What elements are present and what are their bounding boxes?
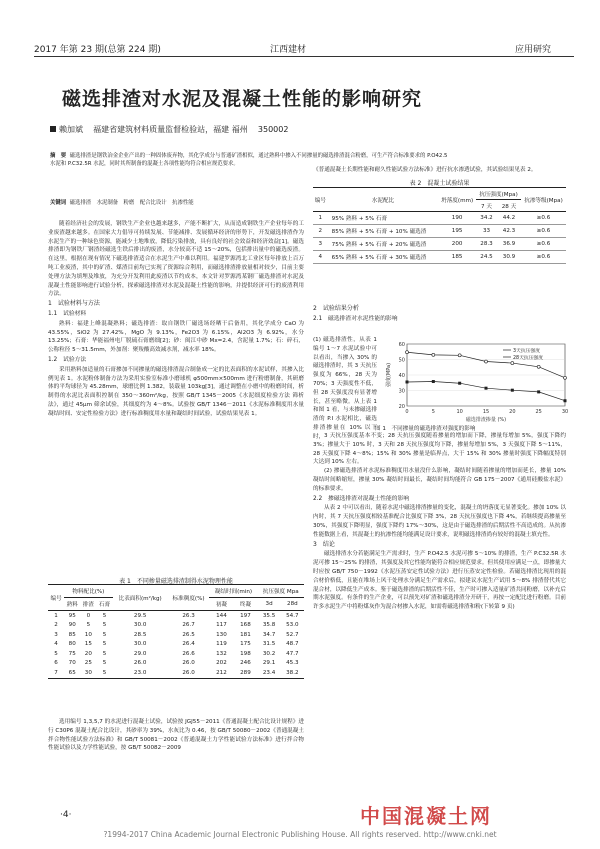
legend-label: 28天抗压强度 xyxy=(513,355,544,361)
abstract-text: 磁选排渣是钢铁冶金企业产出的一种固体废弃物，其化学成分与普通矿渣相似，通过熟料中掺入不同掺量的磁选排渣混合粉磨，可生产符合标准要求的 P.O42.5 水泥和 P.C32.5R 水泥，同时其所制备的混凝土各项性能均符合相应规范要求。 xyxy=(50,153,448,168)
table-cell: 30.0 xyxy=(133,641,147,648)
table-cell: 190 xyxy=(438,212,476,225)
table-row xyxy=(48,668,304,678)
x-tick-label: 25 xyxy=(535,409,542,415)
table-cell: 5 xyxy=(102,650,107,657)
table-cell: 4 xyxy=(54,641,58,648)
data-point xyxy=(406,380,409,383)
y-tick-label: 60 xyxy=(398,342,405,348)
table-cell: 30 xyxy=(84,669,92,676)
table-row xyxy=(48,640,304,650)
table-cell: 52.7 xyxy=(286,631,299,638)
table-cell: 26.7 xyxy=(182,622,195,629)
table-cell: 70 xyxy=(68,660,76,667)
table-cell: 26.6 xyxy=(182,650,195,657)
table-cell: 28.5 xyxy=(133,631,147,638)
left-column xyxy=(48,220,304,419)
table-cell: 38.2 xyxy=(286,669,299,676)
table-row xyxy=(48,659,304,669)
paper-title: 磁选排渣对水泥及混凝土性能的影响研究 xyxy=(62,88,423,110)
keywords xyxy=(50,198,194,206)
table-cell: 34.2 xyxy=(476,212,497,225)
page-number: ·4· xyxy=(60,810,72,820)
table-cell: ≥0.6 xyxy=(521,212,566,225)
y-tick-label: 30 xyxy=(398,388,405,395)
table-cell: 85 xyxy=(68,631,76,638)
table1-header: 标准稠度(%) xyxy=(168,585,210,611)
table-cell: 289 xyxy=(240,669,251,676)
y-tick-label: 50 xyxy=(398,357,405,364)
table-cell: 3 xyxy=(54,631,58,638)
table1-header: 排渣 xyxy=(80,598,96,611)
table1-header: 编号 xyxy=(48,585,64,611)
table-cell: 1 xyxy=(54,612,58,619)
table-cell: 53.0 xyxy=(286,622,299,629)
abstract-label: 摘 要 xyxy=(50,153,67,159)
table2-header: 28 天 xyxy=(497,200,521,212)
table-cell: 95 xyxy=(68,612,76,619)
journal-name: 江西建材 xyxy=(270,45,307,55)
table-cell: 80 xyxy=(68,641,76,648)
series-line xyxy=(407,382,565,401)
data-point xyxy=(406,351,409,354)
methods-paragraph: 采用熟料加适量的石膏掺加不同掺量的磁选排渣混合制备成一定的比表面积的水泥试样，其掺入比例见表 1。水泥粉体制备方法为采用实验室标准小磨球机 φ500mm×500mm 进行粉磨制备，其研磨体的平均球径为 45.28mm，球磨比例 1.382，装载量 103kg[3]，通过调整在小磨中的粉磨时间，析制得的水泥比表面积控制在 350～360m²/kg，按照 GB/T 1345－2005《水泥细度检验方法 筛析法》，通过 45μm 筛余试验，其细度约为 4～8%。试验按 GB/T 1346－2011《水泥标准稠度用水量 凝结时间、安定性检验方法》进行标准稠度用水量和凝结时间试验，试验结果见表 1。 xyxy=(48,366,304,417)
y-tick-label: 20 xyxy=(398,404,405,410)
watermark: 中国混凝土网 xyxy=(360,804,492,828)
author-name: 赖加斌 xyxy=(59,125,83,134)
table-cell: 34.7 xyxy=(262,631,276,638)
table-cell: 35.5 xyxy=(262,612,276,619)
table-cell: 119 xyxy=(216,641,227,648)
table-cell: 132 xyxy=(216,650,227,657)
table-cell: 35.8 xyxy=(262,622,276,629)
table-cell: 2 xyxy=(313,225,328,238)
table1-group-header: 抗压强度 Mpa xyxy=(257,585,304,598)
table-cell: 26.0 xyxy=(133,660,147,667)
table1-header: 28d xyxy=(281,598,304,611)
section-1-heading: 1 试验材料与方法 xyxy=(48,300,100,308)
table-cell: 130 xyxy=(216,631,227,638)
header-rule xyxy=(34,56,574,57)
table2-header: 坍落度(mm) xyxy=(438,188,476,212)
table1 xyxy=(48,584,304,679)
materials-paragraph: 熟料：福建上峰混凝熟料；磁选排渣：取自钢铁厂磁选场经晒干后备用，其化学成分 CaO 为 43.55%，SiO2 为 27.42%，MgO 为 9.13%，Fe2O3 为 6.15%，Al2O3 为 6.92%，水分 13.25%；石膏：华能福州电厂脱硫石膏磨细[2]；砂：闽江中砂 Mx=2.4，含泥量 1.7%；石：碎石，公称粒径 5～31.5mm，外加剂：聚羧酸高效减水剂，减水率 18%。 xyxy=(48,320,304,354)
x-tick-label: 20 xyxy=(509,409,516,415)
table-cell: 29.0 xyxy=(133,650,147,657)
table-cell: 23.0 xyxy=(133,669,147,676)
intro-paragraph: 随着经济社会的发展，钢铁生产企业也越来越多，产能不断扩大，从而造成钢铁生产企业每年的工业废渣越来越多。在国家大力倡导可持续发展、节能减排、发展循环经济的形势下，开发磁选排渣作为水泥生产的一种绿色资源，能减少土地堆放，降低污染排放，具有良好的社会效益和经济效益[1]。磁选排渣即为钢铁厂钢渣经磁选生铁后排出的废渣，水分较高不适 15～20%，包括排出量中的磁选废渣。在这里，根据在现有情况下磁选排渣适合在水泥生产中难以利用。福建罗源湾北工业区每年排放上百万吨工业废渣，其中的矿渣、煤渣目前均已实现了资源综合利用，而磁选排渣排放量相对较少，目前主要处理方法为填埋及堆放，为充分开发利用此废渣以节约成本，本文针对罗源湾某钢厂磁选排渣对水泥及混凝土性能影响进行试验分析，探索磁选排渣对水泥及混凝土性能的影响，并提供经济可行的废渣利用方法。 xyxy=(48,221,304,298)
table2-group-header: 抗压强度(Mpa) xyxy=(476,188,521,200)
postcode: 350002 xyxy=(257,125,289,134)
table-cell: ≥0.6 xyxy=(521,251,566,264)
left-column-bottom xyxy=(48,718,304,753)
table-cell: 4 xyxy=(313,251,328,264)
table-cell: 6 xyxy=(54,660,58,667)
table-cell: 1 xyxy=(313,212,328,225)
conclusion-paragraph: 磁选排渣水分若能满足生产需求时，生产 P.O42.5 水泥可掺 5～10% 的排渣，生产 P.C32.5R 水泥可掺 15～25% 的排渣，其强度及其它性能均能符合相应规范要求。但其使用应满足一点，即掺量大时应按 GB/T 750－1992《水泥压蒸安定性试验方法》进行压蒸安定性检验。若磁选排渣比现用的混合材价格低，且能在堆场上风干处理水分满足生产需求后，拟建议水泥生产试用 5～8% 排渣替代其它混合材，以降低生产成本。鉴于磁选排渣的后期活性不佳，生产时可掺入适量矿渣共同粉磨，以补充后期水泥强度。有条件的生产企业，可以预先对矿渣和磁选排渣分开研干，再按一定配比进行粉磨。目前许多水泥生产中将粉煤灰作为混合材掺入水泥，如需将磁选排渣和粉(下转第 9 页) xyxy=(313,551,566,611)
x-tick-label: 0 xyxy=(405,409,409,415)
table-cell: 47.7 xyxy=(286,650,299,657)
x-tick-label: 30 xyxy=(561,409,569,415)
table-cell: 85% 熟料 + 5% 石膏 + 10% 磁选渣 xyxy=(328,225,439,238)
table-cell: 30.0 xyxy=(133,622,147,629)
strength-chart xyxy=(385,340,570,424)
table-cell: 42.3 xyxy=(497,225,521,238)
table1-header: 3d xyxy=(257,598,280,611)
permeability-paragraph: 《普通混凝土长期性能和耐久性能试验方法标准》进行抗水渗透试验，其试验结果见表 2。 xyxy=(313,167,537,173)
data-point xyxy=(564,399,567,402)
concrete-test-paragraph: 选用编号 1,3,5,7 的水泥进行混凝土试验，试验按 JGJ55－2011《普通混凝土配合比设计规程》进行 C30P6 混凝土配合比设计，其砂率为 39%，水灰比为 0.46，按 GB/T 50080－2002《普通混凝土拌合物性能试验方法标准》和 GB/T 50081－2002《普通混凝土力学性能试验方法标准》进行拌合物性能试验以及力学性能试验，按 GB/T 50082－2009 xyxy=(48,719,304,752)
table-row xyxy=(48,611,304,621)
table-cell: 5 xyxy=(102,631,107,638)
cement-analysis-paragraph: (1) 磁选排渣性，从表 1 编号 1～7 水泥试验中可以看出，当掺入 30% 的磁选排渣时，其 3 天抗压强度为 66%，28 天为 70%；3 天强度性不低，但 28 天强度没有显著增长，甚至略微。从上表 1 和图 1 看，与未掺磁选排渣的 P.I 水泥相比，磁选排渣掺量在 10% 以下时， xyxy=(313,337,377,440)
table-cell: 26.0 xyxy=(182,660,195,667)
table-cell: 5 xyxy=(102,622,107,629)
table-cell: 75% 熟料 + 5% 石膏 + 20% 磁选渣 xyxy=(328,238,439,251)
table-cell: 36.9 xyxy=(497,238,521,251)
table-row xyxy=(48,649,304,659)
table-cell: ≥0.6 xyxy=(521,238,566,251)
table-cell: 7 xyxy=(54,669,58,676)
table-cell: 5 xyxy=(54,650,58,657)
table-cell: 90 xyxy=(68,622,76,629)
data-point xyxy=(564,376,567,379)
table-row xyxy=(313,238,566,251)
section-2-heading: 2 试验结果分析 xyxy=(313,305,359,312)
table-cell: 45.3 xyxy=(286,660,299,667)
section-3-heading: 3 结论 xyxy=(313,540,335,548)
table-cell: 5 xyxy=(102,669,107,676)
table1-header: 初凝 xyxy=(209,598,233,611)
section-1-2-heading: 1.2 试验方法 xyxy=(48,356,87,363)
table-cell: 44.2 xyxy=(497,212,521,225)
table-cell: 5 xyxy=(102,612,107,619)
page-header xyxy=(0,34,600,56)
table1-header: 熟料 xyxy=(64,598,80,611)
table-cell: 117 xyxy=(216,622,227,629)
table-cell: 175 xyxy=(240,641,251,648)
section-1-1-heading: 1.1 试验材料 xyxy=(48,310,87,317)
table2-header: 7 天 xyxy=(476,200,497,212)
data-point xyxy=(432,380,435,383)
strength-analysis-paragraph: 3 天抗压强度基本不变；28 天抗压强度随着掺量的增加而下降，掺量每增加 5%，强度下降约 3%；掺量大于 10% 时，3 天和 28 天抗压强度均下降，掺量每增加 5%，3 天强度下降 5～11%，28 天强度下降 4～8%；15% 和 30% 掺量是临界点，大于 15% 和 30% 掺量时强度下降幅度特别大达到 10% 左右。 xyxy=(313,433,566,466)
table-cell: 23.4 xyxy=(262,669,276,676)
table2-caption: 表 2 混凝土试验结果 xyxy=(409,180,470,187)
table-cell: 33 xyxy=(476,225,497,238)
table1-group-header: 凝结时间(min) xyxy=(209,585,257,598)
data-point xyxy=(511,362,514,365)
table-cell: 29.5 xyxy=(133,612,147,619)
table-cell: 28.3 xyxy=(476,238,497,251)
data-point xyxy=(485,387,488,390)
right-column-body xyxy=(313,432,566,612)
table-cell: 48.7 xyxy=(286,641,299,648)
table-cell: 185 xyxy=(438,251,476,264)
data-point xyxy=(537,365,540,368)
table1-caption: 表 1 不同掺量磁选排渣制得水泥物理性能 xyxy=(119,578,233,585)
table-cell: 202 xyxy=(216,660,227,667)
table1-group-header: 物料配比(%) xyxy=(64,585,112,598)
data-point xyxy=(458,354,461,357)
table-cell: 10 xyxy=(84,631,92,638)
table-cell: 197 xyxy=(240,612,251,619)
data-point xyxy=(537,390,540,393)
table2-header: 抗渗等级(Mpa) xyxy=(521,188,566,212)
table-cell: 0 xyxy=(86,612,91,619)
table-cell: 26.3 xyxy=(182,612,195,619)
keywords-text: 磁选排渣 水泥制备 粉磨 配合比设计 抗渗性能 xyxy=(69,200,194,206)
x-tick-label: 5 xyxy=(431,409,435,415)
x-tick-label: 10 xyxy=(456,409,463,415)
table-cell: 26.5 xyxy=(182,631,195,638)
table-cell: 30.2 xyxy=(262,650,276,657)
table-cell: 65 xyxy=(68,669,76,676)
table2-header: 水泥配比 xyxy=(328,188,439,212)
table-cell: 212 xyxy=(216,669,227,676)
data-point xyxy=(485,360,488,363)
table-cell: 31.5 xyxy=(262,641,276,648)
table1-header: 比表面积(m²/kg) xyxy=(113,585,168,611)
data-point xyxy=(458,382,461,385)
concrete-analysis-paragraph: 从表 2 中可以看出，随着水泥中磁选排渣掺量的变化，混凝土的坍落度无显著变化。掺加 10% 以内时，其 7 天抗压强度相较基准配合比强度下降 3%，28 天抗压强度也下降 4%，若继续提高掺量至 30%，其强度下降明显，强度下降约 17%～30%，这是由于磁选排渣的后期活性不高造成的。从抗渗性能数据上看，其混凝土的抗渗性能均能满足设计要求，说明磁选排渣尚有较好的混凝土填充性。 xyxy=(313,505,566,538)
table-cell: 15 xyxy=(84,641,92,648)
y-tick-label: 40 xyxy=(398,373,405,379)
data-point xyxy=(511,389,514,392)
table-cell: 195 xyxy=(438,225,476,238)
table-cell: 54.7 xyxy=(286,612,299,619)
issue-info: 2017 年第 23 期(总第 224 期) xyxy=(34,45,161,55)
section-2-2-heading: 2.2 掺磁选排渣对混凝土性能的影响 xyxy=(313,495,410,502)
table-cell: 3 xyxy=(313,238,328,251)
table-cell: 26.4 xyxy=(182,641,195,648)
table-cell: 25 xyxy=(84,660,92,667)
table2-header: 编号 xyxy=(313,188,328,212)
figure1-caption: 图 1 不同掺量的磁选排渣对强度的影响 xyxy=(375,426,476,432)
x-axis-label: 磁选排渣掺量 (%) xyxy=(465,417,507,423)
setting-time-paragraph: (2) 掺磁选排渣对水泥标准稠度用水量没什么影响，凝结时间随着掺量的增加而延长，掺量 10% 凝结时间略缩短，掺量 30% 凝结时间最长，凝结时间均能符合 GB 175－2007《通用硅酸盐水泥》的标准要求。 xyxy=(313,468,566,492)
table1-header: 石膏 xyxy=(96,598,112,611)
table-cell: ≥0.6 xyxy=(521,225,566,238)
table-cell: 246 xyxy=(240,660,251,667)
author-line xyxy=(50,124,288,135)
x-tick-label: 15 xyxy=(482,409,490,415)
table-cell: 24.5 xyxy=(476,251,497,264)
table-cell: 75 xyxy=(68,650,76,657)
data-point xyxy=(432,353,435,356)
beside-chart-text xyxy=(313,336,377,442)
table2 xyxy=(313,187,566,264)
bullet-icon xyxy=(50,126,56,132)
y-axis-label: 强度(MPa) xyxy=(386,362,392,388)
table-cell: 20 xyxy=(84,650,92,657)
section-2-1-heading: 2.1 磁选排渣对水泥性能的影响 xyxy=(313,315,398,322)
table-row xyxy=(313,212,566,225)
table-cell: 198 xyxy=(240,650,251,657)
copyright-line: ?1994-2017 China Academic Journal Electronic Publishing House. All rights reserved. http://www.cnki.net xyxy=(103,830,497,839)
table-row xyxy=(313,225,566,238)
table-cell: 2 xyxy=(54,622,58,629)
table-row xyxy=(313,251,566,264)
keywords-label: 关键词 xyxy=(50,200,67,206)
table-cell: 5 xyxy=(86,622,91,629)
table-cell: 5 xyxy=(102,660,107,667)
table-cell: 65% 熟料 + 5% 石膏 + 30% 磁选渣 xyxy=(328,251,439,264)
table-row xyxy=(48,630,304,640)
table-cell: 200 xyxy=(438,238,476,251)
author-affiliation: 福建省建筑材料质量监督检验站，福建 福州 xyxy=(93,125,248,134)
legend-label: 3天抗压强度 xyxy=(513,348,541,354)
table-cell: 29.1 xyxy=(262,660,276,667)
table-cell: 30.9 xyxy=(497,251,521,264)
table-row xyxy=(48,621,304,631)
table-cell: 181 xyxy=(240,631,251,638)
right-top-text xyxy=(313,166,566,175)
table1-header: 终凝 xyxy=(233,598,257,611)
table-cell: 5 xyxy=(102,641,107,648)
section-name: 应用研究 xyxy=(515,45,552,55)
table-cell: 26.0 xyxy=(182,669,195,676)
section-2-headings xyxy=(313,304,566,325)
table-cell: 168 xyxy=(240,622,251,629)
table-cell: 95% 熟料 + 5% 石膏 xyxy=(328,212,439,225)
table-cell: 144 xyxy=(216,612,227,619)
